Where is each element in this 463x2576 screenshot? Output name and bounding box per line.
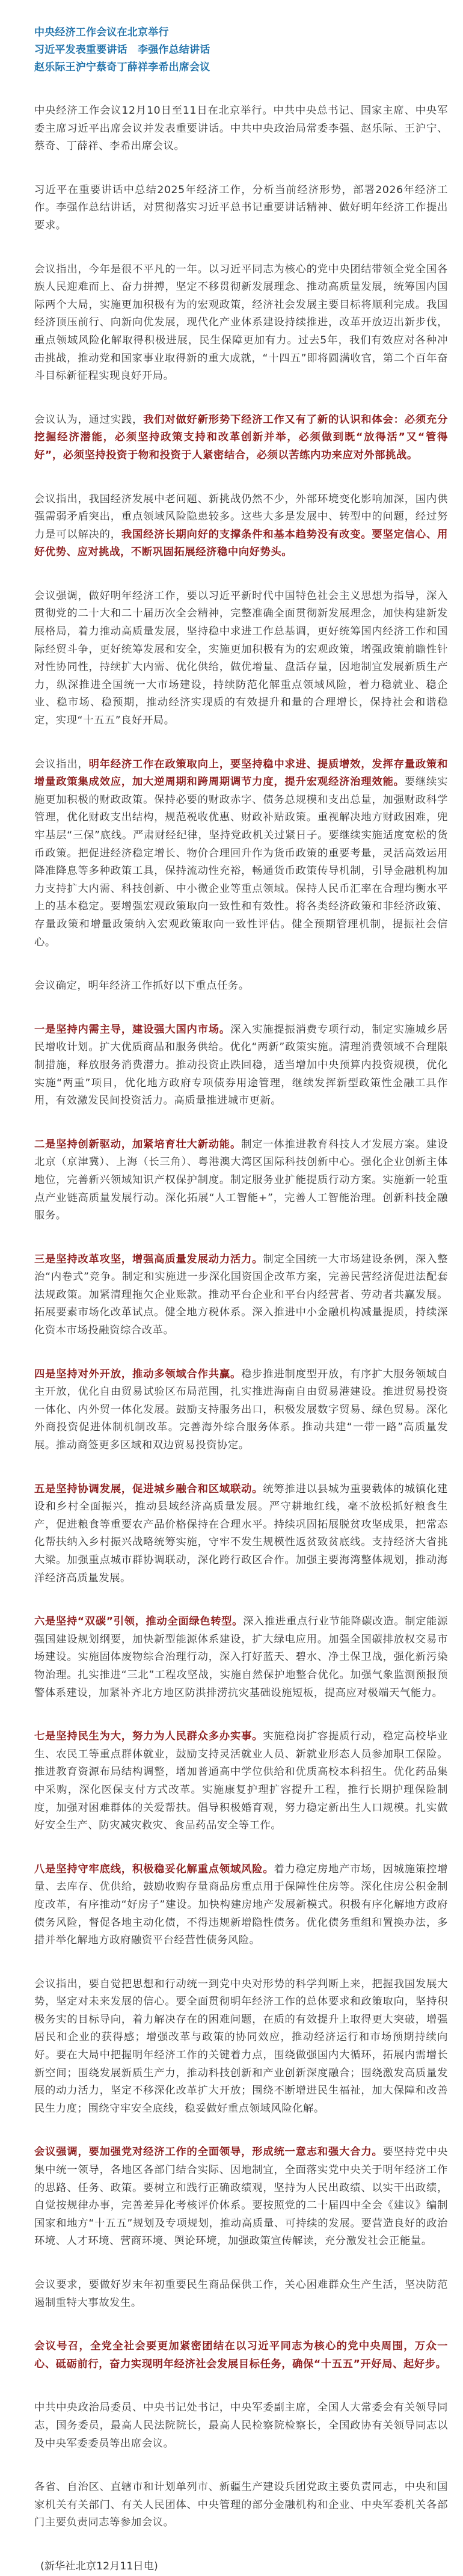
article-paragraph xyxy=(34,1728,448,1835)
article-paragraph xyxy=(34,2144,448,2251)
highlighted-text: 明年经济工作在政策取向上，要坚持稳中求进、提质增效，发挥存量政策和增量政策集成效应，加大逆周期和跨周期调节力度，提升宏观经济治理效能。 xyxy=(34,758,448,788)
highlighted-text: 三是坚持改革攻坚，增强高质量发展动力活力。 xyxy=(34,1253,263,1265)
article-paragraph xyxy=(34,1481,448,1588)
paragraph-text: 着力稳定房地产市场，因城施策控增量、去库存、优供给，鼓励收购存量商品房重点用于保障性住房等。深化住房公积金制度改革，有序推动“好房子”建设。加快构建房地产发展新模式。积极有序化解地方政府债务风险，督促各地主动化债，不得违规新增隐性债务。优化债务重组和置换办法，多措并举化解地方政府融资平台经营性债务风险。 xyxy=(34,1863,448,1947)
article-paragraph xyxy=(34,977,448,995)
article-paragraph xyxy=(34,182,448,235)
paragraph-text: 制定全国统一大市场建设条例，深入整治“内卷式”竞争。制定和实施进一步深化国资国企改革方案，完善民营经济促进法配套法规政策。加紧清理拖欠企业账款。推动平台企业和平台内经营者、劳动者共赢发展。拓展要素市场化改革试点。健全地方税体系。深入推进中小金融机构减量提质，持续深化资本市场投融资综合改革。 xyxy=(34,1253,449,1337)
highlighted-text: 会议强调，要加强党对经济工作的全面领导，形成统一意志和强大合力。 xyxy=(34,2146,383,2159)
headline-subtitle-2: 赵乐际王沪宁蔡奇丁薛祥李希出席会议 xyxy=(34,61,210,73)
article-paragraph xyxy=(34,102,448,156)
paragraph-text: 中共中央政治局委员、中央书记处书记，中央军委副主席，全国人大常委会有关领导同志，国务委员，最高人民法院院长，最高人民检察院检察长，全国政协有关领导同志以及中央军委委员等出席会议。 xyxy=(34,2402,448,2450)
paragraph-text: 会议强调，做好明年经济工作，要以习近平新时代中国特色社会主义思想为指导，深入贯彻党的二十大和二十届历次全会精神，完整准确全面贯彻新发展理念，加快构建新发展格局，着力推动高质量发展，坚持稳中求进工作总基调，更好统筹国内经济工作和国际经贸斗争，更好统筹发展和安全，实施更加积极有为的宏观政策，增强政策前瞻性针对性协同性，持续扩大内需、优化供给，做优增量、盘活存量，因地制宜发展新质生产力，纵深推进全国统一大市场建设，持续防范化解重点领域风险，着力稳就业、稳企业、稳市场、稳预期，推动经济实现质的有效提升和量的合理增长，保持社会和谐稳定，实现“十五五”良好开局。 xyxy=(34,589,448,727)
article-paragraph xyxy=(34,491,448,562)
article-paragraph xyxy=(34,1861,448,1950)
article-paragraph xyxy=(34,588,448,730)
paragraph-text: 要继续实施更加积极的财政政策。保持必要的财政赤字、债务总规模和支出总量，加强财政科学管理，优化财政支出结构，规范税收优惠、财政补贴政策。重视解决地方财政困难，兜牢基层“三保”底线。严肃财经纪律，坚持党政机关过紧日子。要继续实施适度宽松的货币政策。把促进经济稳定增长、物价合理回升作为货币政策的重要考量，灵活高效运用降准降息等多种政策工具，保持流动性充裕，畅通货币政策传导机制，引导金融机构加力支持扩大内需、科技创新、中小微企业等重点领域。保持人民币汇率在合理均衡水平上的基本稳定。要增强宏观政策取向一致性和有效性。将各类经济政策和非经济政策、存量政策和增量政策纳入宏观政策取向一致性评估。健全预期管理机制，提振社会信心。 xyxy=(34,776,448,948)
highlighted-text: 一是坚持内需主导，建设强大国内市场。 xyxy=(34,1023,230,1036)
headline xyxy=(34,24,448,76)
headline-subtitle-1: 习近平发表重要讲话 李强作总结讲话 xyxy=(34,44,210,56)
highlighted-text: 我国经济长期向好的支撑条件和基本趋势没有改变。要坚定信心、用好优势、应对挑战，不断巩固拓展经济稳中向好势头。 xyxy=(34,528,448,559)
paragraph-text: 各省、自治区、直辖市和计划单列市、新疆生产建设兵团党政主要负责同志，中央和国家机关有关部门、有关人民团体、中央管理的部分金融机构和企业、中央军委机关各部门主要负责同志等参加会议。 xyxy=(34,2481,448,2529)
paragraph-text: 深入实施提振消费专项行动，制定实施城乡居民增收计划。扩大优质商品和服务供给。优化“两新”政策实施。清理消费领域不合理限制措施，释放服务消费潜力。推动投资止跌回稳，适当增加中央预算内投资规模，优化实施“两重”项目，优化地方政府专项债券用途管理，继续发挥新型政策性金融工具作用，有效激发民间投资活力。高质量推进城市更新。 xyxy=(34,1023,448,1107)
highlighted-text: 二是坚持创新驱动，加紧培育壮大新动能。 xyxy=(34,1138,242,1151)
paragraph-text: 要坚持党中央集中统一领导，各地区各部门结合实际、因地制宜，全面落实党中央关于明年经济工作的思路、任务、政策。要树立和践行正确政绩观，坚持为人民出政绩、以实干出政绩，自觉按规律办事，完善差异化考核评价体系。要按照党的二十届四中全会《建议》编制国家和地方“十五五”规划及专项规划，推动高质量、可持续的发展。要营造良好的政治环境、人才环境、营商环境、舆论环境，加强政策宣传解读，充分激发社会正能量。 xyxy=(34,2146,448,2248)
paragraph-text: 会议指出，今年是很不平凡的一年。以习近平同志为核心的党中央团结带领全党全国各族人民迎难而上、奋力拼搏，坚定不移贯彻新发展理念、推动高质量发展，统筹国内国际两个大局，实施更加积极有为的宏观政策，经济社会发展主要目标将顺利完成。我国经济顶压前行、向新向优发展，现代化产业体系建设持续推进，改革开放迈出新步伐，重点领域风险化解取得积极进展，民生保障更加有力。过去5年，我们有效应对各种冲击挑战，推动党和国家事业取得新的重大成就，“十四五”即将圆满收官，第二个百年奋斗目标新征程实现良好开局。 xyxy=(34,263,448,383)
article-paragraph xyxy=(34,261,448,386)
highlighted-text: 四是坚持对外开放，推动多领域合作共赢。 xyxy=(34,1368,242,1380)
highlighted-text: 我们对做好新形势下经济工作又有了新的认识和体会：必须充分挖掘经济潜能，必须坚持政策支持和改革创新并举，必须做到既“放得活”又“管得好”，必须坚持投资于物和投资于人紧密结合，必须以苦练内功来应对外部挑战。 xyxy=(34,413,448,461)
article-paragraph xyxy=(34,1613,448,1702)
paragraph-text: 会议指出，要自觉把思想和行动统一到党中央对形势的科学判断上来，把握我国发展大势，坚定对未来发展的信心。要全面贯彻明年经济工作的总体要求和政策取向，坚持积极务实的目标导向，着力解决存在的困难问题，在质的有效提升上取得更大突破，增强居民和企业的获得感；增强改革与政策的协同效应，推动经济运行和市场预期持续向好。要在大局中把握明年经济工作的关键着力点，围绕做强国内大循环，拓展内需增长新空间；围绕发展新质生产力，推动科技创新和产业创新深度融合；围绕激发高质量发展的动力活力，坚定不移深化改革扩大开放；围绕不断增进民生福祉，加大保障和改善民生力度；围绕守牢安全底线，稳妥做好重点领域风险化解。 xyxy=(34,1978,448,2115)
highlighted-text: 七是坚持民生为大，努力为人民群众多办实事。 xyxy=(34,1730,263,1743)
paragraph-text: 实施稳岗扩容提质行动，稳定高校毕业生、农民工等重点群体就业，鼓励支持灵活就业人员、新就业形态人员参加职工保险。推进教育资源布局结构调整，增加普通高中学位供给和优质高校本科招生。优化药品集中采购，深化医保支付方式改革。实施康复护理扩容提升工程，推行长期护理保险制度，加强对困难群体的关爱帮扶。倡导积极婚育观，努力稳定新出生人口规模。扎实做好安全生产、防灾减灾救灾、食品药品安全等工作。 xyxy=(34,1730,449,1832)
paragraph-text: 统筹推进以县城为重要载体的城镇化建设和乡村全面振兴，推动县域经济高质量发展。严守耕地红线，毫不放松抓好粮食生产，促进粮食等重要农产品价格保持在合理水平。持续巩固拓展脱贫攻坚成果，把常态化帮扶纳入乡村振兴战略统筹实施，守牢不发生规模性返贫致贫底线。支持经济大省挑大梁。加强重点城市群协调联动，深化跨行政区合作。加强主要海湾整体规划，推动海洋经济高质量发展。 xyxy=(34,1483,449,1584)
paragraph-text: 深入推进重点行业节能降碳改造。制定能源强国建设规划纲要，加快新型能源体系建设，扩大绿电应用。加强全国碳排放权交易市场建设。实施固体废物综合治理行动，深入打好蓝天、碧水、净土保卫战，强化新污染物治理。扎实推进“三北”工程攻坚战，实施自然保护地整合优化。加强气象监测预报预警体系建设，加紧补齐北方地区防洪排涝抗灾基础设施短板，提高应对极端天气能力。 xyxy=(34,1615,448,1699)
dateline: (新华社北京12月11日电) xyxy=(40,2560,158,2572)
article-paragraph xyxy=(34,2338,448,2373)
paragraph-text: 会议确定，明年经济工作抓好以下重点任务。 xyxy=(34,980,250,992)
article-body xyxy=(34,102,448,2532)
article-paragraph xyxy=(34,1976,448,2118)
paragraph-text: 会议指出， xyxy=(34,758,89,770)
paragraph-text: 中央经济工作会议12月10日至11日在北京举行。中共中央总书记、国家主席、中央军委主席习近平出席会议并发表重要讲话。中共中央政治局常委李强、赵乐际、王沪宁、蔡奇、丁薛祥、李希出席会议。 xyxy=(34,105,448,153)
article-paragraph xyxy=(34,1136,448,1225)
article-paragraph xyxy=(34,1251,448,1340)
paragraph-text: 制定一体推进教育科技人才发展方案。建设北京（京津冀）、上海（长三角）、粤港澳大湾区国际科技创新中心。强化企业创新主体地位，完善新兴领域知识产权保护制度。制定服务业扩能提质行动方案。实施新一轮重点产业链高质量发展行动。深化拓展“人工智能+”，完善人工智能治理。创新科技金融服务。 xyxy=(34,1138,448,1222)
paragraph-text: 会议要求，要做好岁末年初重要民生商品保供工作，关心困难群众生产生活，坚决防范遏制重特大事故发生。 xyxy=(34,2279,448,2309)
article-paragraph xyxy=(34,756,448,952)
paragraph-text: 会议认为，通过实践， xyxy=(34,413,144,426)
article-paragraph xyxy=(34,1021,448,1110)
paragraph-text: 习近平在重要讲话中总结2025年经济工作，分析当前经济形势，部署2026年经济工作。李强作总结讲话，对贯彻落实习近平总书记重要讲话精神、做好明年经济工作提出要求。 xyxy=(34,183,448,232)
highlighted-text: 六是坚持“双碳”引领，推动全面绿色转型。 xyxy=(34,1615,244,1628)
headline-title: 中央经济工作会议在北京举行 xyxy=(34,26,169,38)
highlighted-text: 八是坚持守牢底线，积极稳妥化解重点领域风险。 xyxy=(34,1863,274,1875)
paragraph-text: 稳步推进制度型开放，有序扩大服务领域自主开放，优化自由贸易试验区布局范围，扎实推进海南自由贸易港建设。推进贸易投资一体化、内外贸一体化发展。鼓励支持服务出口，积极发展数字贸易、绿色贸易。深化外商投资促进体制机制改革。完善海外综合服务体系。推动共建“一带一路”高质量发展。推动商签更多区域和双边贸易投资协定。 xyxy=(34,1368,448,1452)
highlighted-text: 五是坚持协调发展，促进城乡融合和区域联动。 xyxy=(34,1483,263,1495)
article-paragraph xyxy=(34,2399,448,2453)
article-paragraph xyxy=(34,2276,448,2312)
highlighted-text: 会议号召，全党全社会要更加紧密团结在以习近平同志为核心的党中央周围，万众一心、砥砺前行，奋力实现明年经济社会发展目标任务，确保“十五五”开好局、起好步。 xyxy=(34,2340,448,2370)
article-paragraph xyxy=(34,2479,448,2532)
article-paragraph xyxy=(34,411,448,465)
paragraph-text: 会议指出，我国经济发展中老问题、新挑战仍然不少，外部环境变化影响加深，国内供强需弱矛盾突出，重点领域风险隐患较多。这些大多是发展中、转型中的问题，经过努力是可以解决的， xyxy=(34,493,448,541)
article-paragraph xyxy=(34,1366,448,1455)
